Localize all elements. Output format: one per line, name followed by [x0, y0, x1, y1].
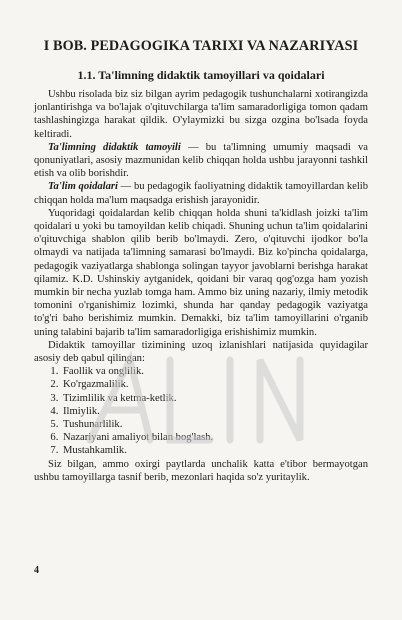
list-item: 2. Ko'rgazmalilik. — [61, 378, 368, 391]
chapter-title: I BOB. PEDAGOGIKA TARIXI VA NAZARIYASI — [43, 38, 359, 54]
paragraph: Yuqoridagi qoidalardan kelib chiqqan holda shuni ta'kidlash joizki ta'lim qoidalari u yoki bu tamoyildan kelib chiqadi. Shuning uchun ta'lim qoidalarini o'qituvchiga shablon qilib berib bo'lmaydi. Zero, o'qituvchi ijodkor bo'la olmaydi va natijada ta'limning samarasi bo'lmaydi. Biz ko'pincha qoidalarga, pedagogik vaziyatlarga shablonga solingan tayyor javoblarni berishga harakat qilamiz. K.D. Ushinskiy aytganidek, qoidani bir varaq qog'ozga ham yozish mumkin bir necha yuzlab tomga ham. Ammo biz uning nazariy, ilmiy metodik tomonini o'rganishimiz lozimki, shunda har qanday pedagogik vaziyatga to'g'ri baho berishimiz mumkin. Demakki, biz ta'lim tamoyillarini o'rganib uning talabini bajarib ta'lim samaradorligiga erishishimiz mumkin. — [34, 207, 368, 338]
paragraph-text: — bu ta'limning umumiy maqsadi va qonuniyatlari, asosiy mazmunidan kelib chiqqan holda ushbu jarayonni tashkil etish va olib borishdir. — [34, 141, 368, 180]
list-item: 1. Faollik va onglilik. — [61, 365, 368, 378]
section-title: 1.1. Ta'limning didaktik tamoyillari va qoidalari — [77, 68, 325, 82]
list-item: 7. Mustahkamlik. — [61, 444, 368, 457]
term-definition: Ta'lim qoidalari — [48, 181, 118, 193]
paragraph — [34, 141, 368, 181]
paragraph: Ushbu risolada biz siz bilgan ayrim pedagogik tushunchalarni xotirangizda jonlantirishga va bo'lajak o'qituvchilarga ta'lim samaradorligiga tomon qadam tashlashingizga harakat qildik. O'ylaymizki bu sizga ozgina bo'lsada foyda keltiradi. — [34, 89, 368, 140]
page-number: 4 — [34, 565, 39, 576]
paragraph-text: — bu pedagogik faoliyatning didaktik tamoyillardan kelib chiqqan holda ma'lum maqsadga erishish jarayonidir. — [34, 181, 368, 206]
paragraph — [34, 180, 368, 206]
list-item: 6. Nazariyani amaliyot bilan bog'lash. — [61, 431, 368, 444]
body-text — [34, 88, 368, 484]
list-item: 5. Tushunarlilik. — [61, 418, 368, 431]
list-item: 3. Tizimlilik va ketma-ketlik. — [61, 392, 368, 405]
paragraph: Siz bilgan, ammo oxirgi paytlarda unchalik katta e'tibor bermayotgan ushbu tamoyillarga tasnif berib, mezonlari haqida so'z yuritaylik. — [34, 458, 368, 483]
principles-list — [34, 365, 368, 457]
term-definition: Ta'limning didaktik tamoyili — [48, 141, 181, 153]
paragraph: Didaktik tamoyillar tizimining uzoq izlanishlari natijasida quyidagilar asosiy deb qabul qilingan: — [34, 339, 368, 365]
list-item: 4. Ilmiylik. — [61, 405, 368, 418]
